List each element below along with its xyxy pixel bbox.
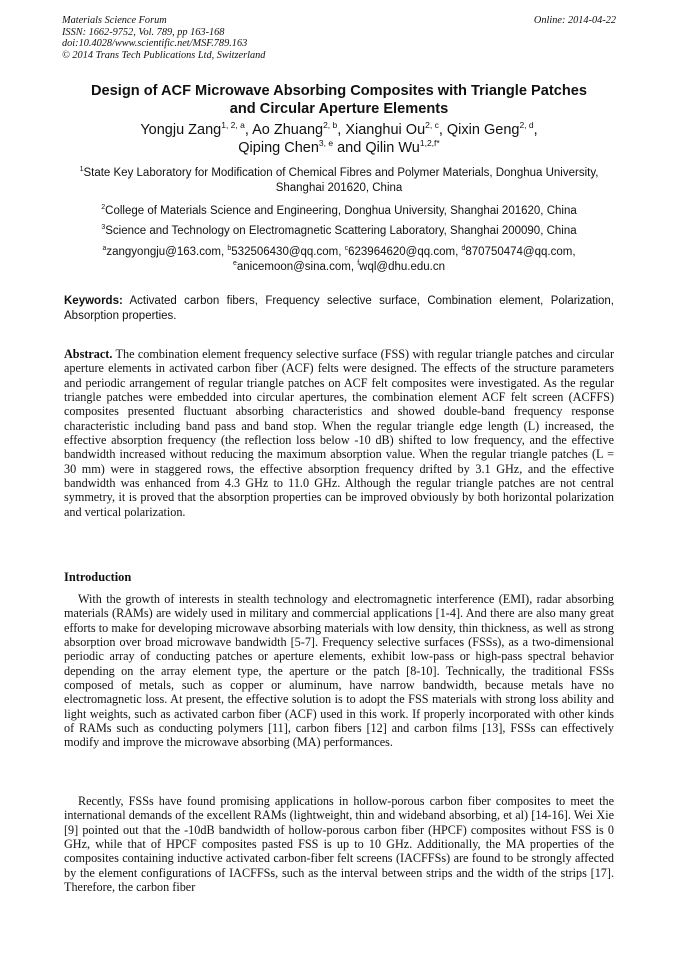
email-address[interactable]: wql@dhu.edu.cn bbox=[359, 261, 446, 273]
author-affiliation-mark: 2, c bbox=[425, 120, 439, 130]
keywords bbox=[64, 294, 614, 324]
affiliation-text: Science and Technology on Electromagnetic Scattering Laboratory, Shanghai 200090, China bbox=[105, 225, 577, 237]
author-affiliation-mark: 1, 2, a bbox=[221, 120, 245, 130]
author-separator: , bbox=[337, 122, 346, 138]
keywords-text: Activated carbon fibers, Frequency selective surface, Combination element, Polarization, Absorption properties. bbox=[64, 295, 614, 322]
author-list bbox=[50, 121, 628, 157]
author-separator: and bbox=[333, 140, 366, 156]
author-separator: , bbox=[533, 122, 538, 138]
journal-issn: ISSN: 1662-9752, Vol. 789, pp 163-168 bbox=[62, 26, 225, 38]
author-affiliation-mark: 2, b bbox=[323, 120, 338, 130]
journal-doi[interactable]: doi:10.4028/www.scientific.net/MSF.789.163 bbox=[62, 38, 248, 50]
affiliation-text: College of Materials Science and Engineering, Donghua University, Shanghai 201620, China bbox=[105, 205, 577, 217]
author-affiliation-mark: 3, e bbox=[318, 138, 334, 148]
paper-title-line-2: and Circular Aperture Elements bbox=[229, 101, 449, 117]
email-mark: a bbox=[102, 245, 107, 252]
abstract-label: Abstract. bbox=[64, 347, 113, 361]
author-name: Qiping Chen bbox=[238, 140, 319, 156]
email-line-1 bbox=[60, 245, 618, 260]
online-date: Online: 2014-04-22 bbox=[533, 15, 616, 26]
author-affiliation-mark: 2, d bbox=[519, 120, 534, 130]
author-emails bbox=[60, 245, 618, 275]
paper-title bbox=[50, 82, 628, 118]
email-address[interactable]: 532506430@qq.com, bbox=[231, 246, 345, 258]
email-line-2 bbox=[60, 260, 618, 275]
email-mark: f bbox=[357, 260, 360, 267]
journal-copyright: © 2014 Trans Tech Publications Ltd, Switzerland bbox=[62, 49, 266, 61]
affiliation-mark: 1 bbox=[79, 166, 84, 173]
author-separator: , bbox=[438, 122, 447, 138]
affiliation-text: State Key Laboratory for Modification of Chemical Fibres and Polymer Materials, Donghua University, Shanghai 201620, China bbox=[83, 167, 599, 194]
author-name: Xianghui Ou bbox=[345, 122, 426, 138]
abstract-text: The combination element frequency selective surface (FSS) with regular triangle patches and circular aperture elements in activated carbon fiber (ACF) felts were designed. The effects of the structure parameters and periodic arrangement of regular triangle patches on ACF felt composites were investigated. As the regular triangle patches were embedded into circular apertures, the combination element ACF felt screen (ACFFS) composites presented fluctuant absorbing characteristics and showed double-band frequency response characteristic including band pass and band stop. When the regular triangle edge length (L) increased, the effective absorption frequency (the reflection loss below -10 dB) shifted to low frequency, and the effective bandwidth increased without reducing the maximum absorption value. When the regular triangle patches (L = 30 mm) were in staggered rows, the effective absorption frequency drifted by 3.1 GHz, and the effective bandwidth was enhanced from 4.3 GHz to 11.0 GHz. Although the regular triangle patches are not central symmetry, it is proved that the absorption properties can be improved obviously by both horizontal polarization and vertical polarization. bbox=[64, 347, 614, 519]
author-name: Yongju Zang bbox=[140, 122, 222, 138]
email-address[interactable]: 870750474@qq.com, bbox=[465, 246, 576, 258]
abstract bbox=[64, 347, 614, 519]
journal-header bbox=[62, 15, 265, 61]
intro-paragraph-1: With the growth of interests in stealth technology and electromagnetic interference (EMI), radar absorbing materials (RAMs) are widely used in military and commercial applications [1-4]. And there are also many great efforts to make for developing microwave absorbing materials with low density, thin thickness, as well as strong absorption over broad microwave bandwidth [5-7]. Frequency selective surfaces (FSSs), as a two-dimensional periodic array of conducting patches or aperture elements, exhibit low-pass or high-pass spectral behavior depending on the array element type, the aperture or the patch [8-10]. Technically, the traditional FSSs composed of metals, such as copper or aluminum, have narrow bandwidth, because metals have no electromagnetic loss. At present, the effective solution is to adopt the FSS materials with strong loss ability and light weights, such as activated carbon fiber (ACF) used in this work. If properly incorporated with other kinds of RAMs such as conducting polymers [11], carbon fibers [12] and carbon films [13], FSSs can effectively modify and improve the microwave absorbing (MA) performances. bbox=[64, 592, 614, 750]
affiliation-1 bbox=[60, 166, 618, 196]
intro-paragraph-2: Recently, FSSs have found promising applications in hollow-porous carbon fiber composites to meet the international demands of the excellent RAMs (lightweight, thin and wideband absorbing, et al) [14-16]. Wei Xie [9] pointed out that the -10dB bandwidth of hollow-porous carbon fiber (HPCF) composites without FSS is 0 GHz, while that of HPCF composites pasted FSS is up to 10 GHz. Additionally, the MA properties of the composites containing inductive activated carbon-fiber felt screens (IACFFSs) are found to be strongly affected by the element configurations of IACFFSs, such as the interval between strips and the width of the strips [17]. Therefore, the carbon fiber bbox=[64, 794, 614, 895]
author-affiliation-mark: 1,2,f* bbox=[419, 138, 440, 148]
keywords-label: Keywords: bbox=[64, 295, 123, 307]
affiliation-mark: 3 bbox=[101, 224, 106, 231]
affiliation-mark: 2 bbox=[101, 204, 106, 211]
journal-name: Materials Science Forum bbox=[62, 15, 167, 26]
email-address[interactable]: zangyongju@163.com, bbox=[106, 246, 228, 258]
email-mark: d bbox=[461, 245, 466, 252]
section-heading-introduction: Introduction bbox=[64, 570, 132, 584]
email-address[interactable]: 623964620@qq.com, bbox=[348, 246, 462, 258]
author-separator: , bbox=[244, 122, 253, 138]
email-mark: c bbox=[344, 245, 349, 252]
affiliation-3 bbox=[60, 224, 618, 239]
paper-title-line-1: Design of ACF Microwave Absorbing Composites with Triangle Patches bbox=[91, 83, 587, 99]
author-line-2 bbox=[50, 139, 628, 157]
author-name: Ao Zhuang bbox=[252, 122, 324, 138]
affiliation-2 bbox=[60, 204, 618, 219]
author-name: Qixin Geng bbox=[446, 122, 520, 138]
email-address[interactable]: anicemoon@sina.com, bbox=[236, 261, 358, 273]
email-mark: e bbox=[232, 260, 237, 267]
email-mark: b bbox=[227, 245, 232, 252]
author-line-1 bbox=[50, 121, 628, 139]
author-name: Qilin Wu bbox=[365, 140, 420, 156]
